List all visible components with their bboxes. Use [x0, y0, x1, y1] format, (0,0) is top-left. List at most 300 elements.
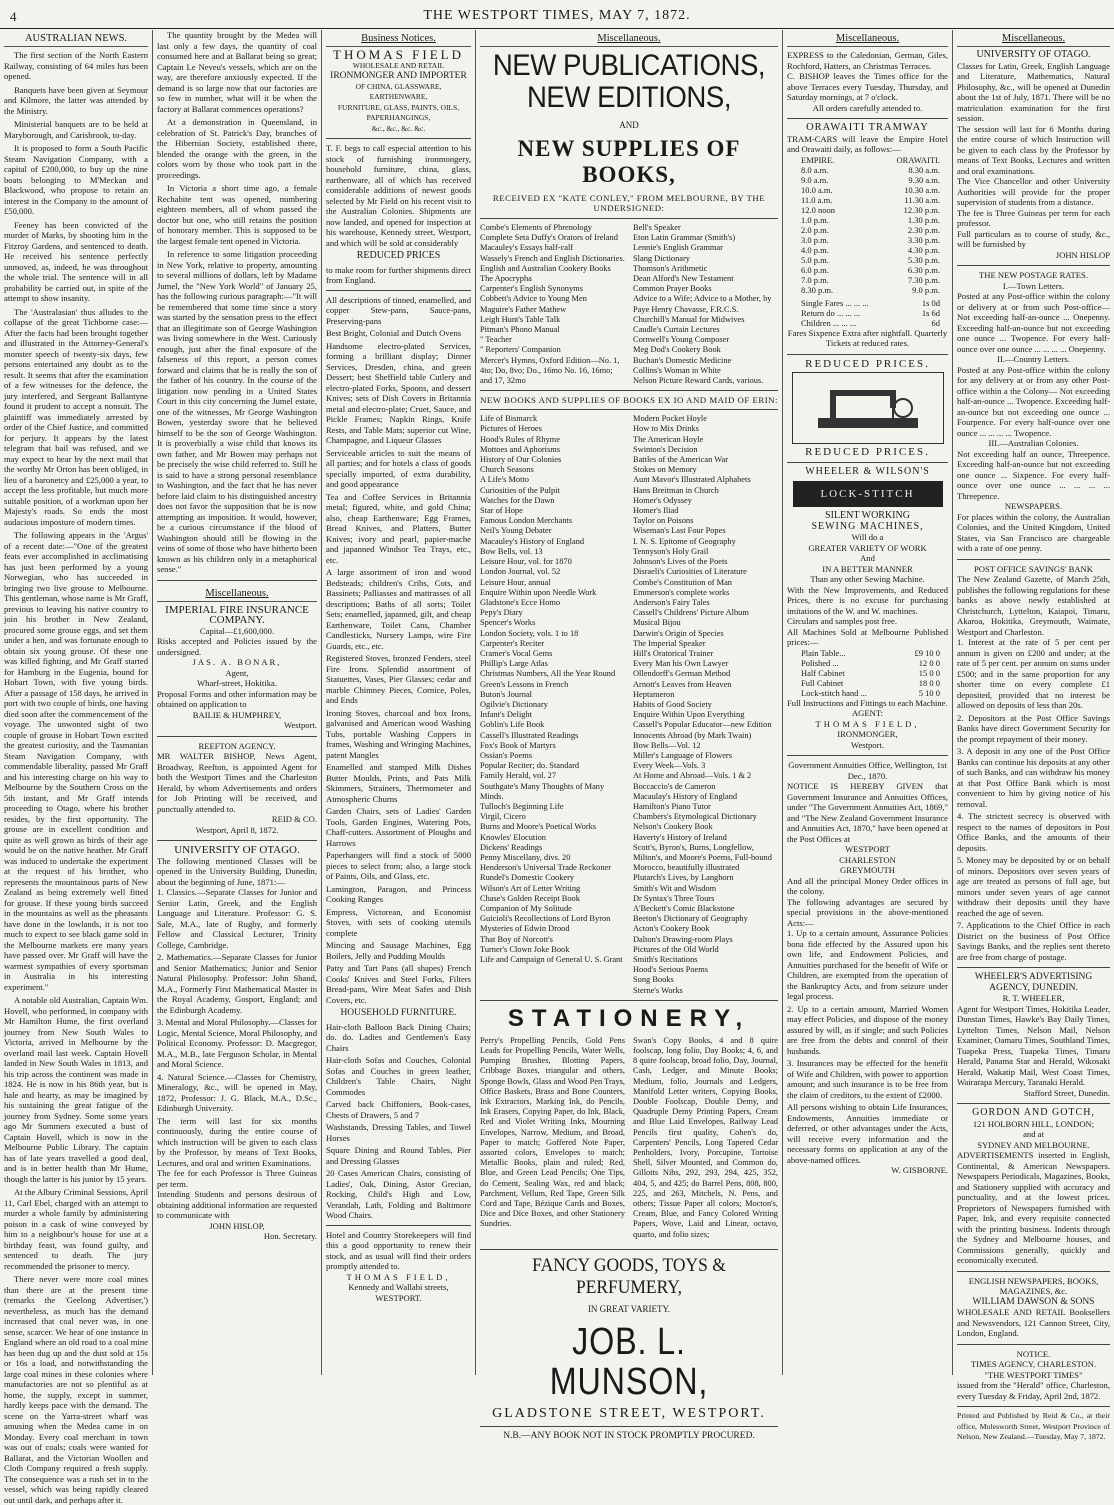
tram-row — [787, 245, 948, 255]
ad-title: UNIVERSITY OF OTAGO. — [976, 49, 1091, 60]
book-item: Nelson Picture Reward Cards, various. — [633, 376, 764, 386]
book-item: Companion of My Solitude — [480, 904, 572, 913]
ad-text: The fee is Three Guineas per term for each professor. — [957, 207, 1110, 228]
stationery-right: Swan's Copy Books, 4 and 8 quire foolscap, long folio, Day Books; 4, 6, and 8 quire foolscap, broad folio, Day, Journal, Cash, Ledger, and Minute Books; Medium, folio, Journals and Ledgers, Manifold Letter writers, Copying Books, Double Foolscap, Double Demy, and Quadruple Demy Printing Papers, Cream and Blue Laid Envelopes, Railway Lead Pencils first quality, Cohen's do, Carpenters' Pencils, Long Tapered Cedar Penholders, Ivory, Porcupine, Tortoise Shell, Silver Mounted, and Common do, Gillotts Nibs, 292, 293, 294, 425, 352, 404, 5, and 425; do Barrel Pens, 808, 800, 225, and 263, Mitchels, N. Pens, and others; Tissue Paper all colors; Mocton's, Cream, Blue, and Fancy Colored Writing Papers, Wove, Laid and Linear, octavo, quarto, and folio sizes; — [633, 1035, 778, 1239]
tram-row-cell: 9.30 a.m. — [908, 174, 940, 185]
ad-title: IMPERIAL FIRE INSURANCE COMPANY. — [165, 603, 309, 626]
tram-row-cell: 1.30 p.m. — [907, 214, 940, 225]
rate-text: For places within the colony, the Australian Colonies, and the United Kingdom, United States, via San Francisco are chargeable with a rate of one penny. — [957, 511, 1110, 553]
goods-item: Handsome electro-plated Services, forming a brilliant display; Dinner Services, Dresden, china, and green Dessert; best Sheffield table Cutlery and electro-plated Forks, Spoons, and dessert Knives; sets of Dish Covers in Britannia metal and electro-plate; Cruet, Sauce, and Pickle Frames; Napkin Rings, Knife Rests, and Table Mats; superior cut Wine, Champagne, and Liqueur Glasses — [326, 340, 471, 445]
book-item: I. N. S. Epitome of Geography — [633, 536, 736, 546]
tram-row-cell: 9.0 a.m. — [801, 174, 829, 185]
ad-firm: WILLIAM DAWSON & SONS — [972, 1296, 1095, 1307]
book-item: " Teacher — [480, 335, 512, 345]
book-item: A Life's Motto — [480, 475, 529, 485]
ad-signature: THOMAS FIELD, — [346, 1271, 451, 1282]
goods-item: Tea and Coffee Services in Britannia metal; figured, white, and gold China; also, cheap Earthenware; Egg Frames, Bread Knives, and Platters, Butter Knives; ivory and pearl, papier-mache and japanned Windsor Tea Trays, etc., etc. — [326, 491, 471, 565]
book-list-left — [480, 223, 625, 386]
article-body — [4, 50, 148, 1505]
book-item: Disraeli's Curiosities of Literature — [633, 567, 747, 577]
ad-text: Classes for Latin, Greek, English Language and Literature, Mathematics, Natural Philosophy, &c., will be opened at Dunedin about the 1st of July, 1871. There will be no matriculation examination for the first session. — [957, 60, 1110, 123]
class-item: 3. Mental and Moral Philosophy.—Classes for Logic, Mental Science, Moral Philosophy, and Political Economy. Professor: D. Macgregor, M.A., M.B., late Ferguson Scholar, in Mental and Moral Science. — [157, 1017, 317, 1069]
stationery-list — [480, 1036, 778, 1245]
book-item: Cassell's Childrens' Picture Album — [633, 608, 749, 618]
book-item: Spencer's Works — [480, 618, 536, 628]
ad-signature: REID & CO. — [271, 814, 317, 824]
book-item: Habits of Good Society — [633, 699, 712, 709]
rate-text: Posted at any Post-office within the colony or delivery at or from such Post-office—Not exceeding half-an-ounce ... Onepenny. Exceeding half-an-ounce but not exceeding one ounce ... Twopence. For every half-ounce over one ounce ... ... ... ... Onepenny. — [957, 291, 1110, 354]
ad-text: Full particulars as to course of study, &c., will be furnished by — [957, 228, 1110, 249]
ad-agent: JAS. A. BONAR, — [192, 657, 282, 667]
ad-signature: JOHN HISLOP, — [209, 1220, 265, 1231]
goods-item: Serviceable articles to suit the means of all parties; and for hotels a class of goods specially imported, of extra durability, and good appearance — [326, 447, 471, 489]
ad-text: With the New Improvements, and Reduced Prices, there is no excuse for purchasing imitations of the W. and W. machines. — [787, 584, 948, 616]
tram-row — [787, 255, 948, 265]
ad-line: Will do a — [851, 532, 884, 542]
rule-item: 3. A deposit in any one of the Post Office Banks can continue his deposits at any other of such Banks, and can withdraw his money at that Post Office Bank which is most convenient to him by giving notice of his removal. — [957, 746, 1110, 809]
paragraph: In Victoria a short time ago, a female Rechabite tent was opened, numbering eighteen members, all of whom passed the doctor but one, who still retains the position of honorary member. This is supposed to be the largest female tent opened in Victoria. — [157, 183, 317, 246]
book-item: Aunt Mavor's Illustrated Alphabets — [633, 475, 751, 485]
rate-heading: II.—Country Letters. — [997, 354, 1070, 364]
ad-text: Circulars and samples post free. — [787, 616, 898, 626]
masthead — [0, 0, 1114, 29]
paragraph: Ministerial banquets are to be held at Maryborough, and Carisbrook, to-day. — [4, 119, 148, 140]
goods-item: Garden Chairs, sets of Ladies' Garden Tools, Garden Engines, Watering Pots, Chaff-cutters. Assortment of Ploughs and Harrows — [326, 806, 471, 848]
book-item: Miller's Language of Flowers — [633, 750, 732, 760]
book-item: Star of Hope — [480, 506, 523, 516]
book-item: Caudle's Curtain Lectures — [633, 325, 720, 335]
book-item: Anderson's Fairy Tales — [633, 597, 710, 607]
book-list-1 — [480, 223, 778, 386]
tram-row — [787, 275, 948, 285]
book-item: Cassell's Illustrated Readings — [480, 730, 579, 740]
book-item: Hans Breitman in Church — [633, 485, 719, 495]
fire-insurance-ad — [157, 605, 317, 731]
ad-date: Westport, April 8, 1872. — [195, 824, 279, 835]
wheeler-wilson-ad — [787, 359, 948, 751]
book-item: Beeton's Dictionary of Geography — [633, 914, 748, 924]
goods-item: A large assortment of iron and wood Bedsteads; children's Cribs, Cots, and Bassinets; Palliasses and mattrasses of all descriptions; Baths of all sorts; Toilet Sets; enamelled, japanned, gilt, and cheap Earthenware, Toilet Cans, Chamber Candlesticks, Nursery Lamps, wire Fire Guards, etc., etc. — [326, 567, 471, 651]
tram-row-cell: 3.0 p.m. — [801, 234, 829, 245]
book-item: Leisure Hour, annual — [480, 577, 551, 587]
ad-and: AND — [619, 120, 639, 130]
ad-reduced: REDUCED PRICES. — [805, 357, 930, 370]
tram-row-cell: 2.0 p.m. — [801, 224, 829, 235]
tram-row-cell: 8.30 a.m. — [908, 164, 940, 175]
book-item: Song Books — [633, 975, 674, 985]
ad-line: IRONMONGER AND IMPORTER — [330, 71, 467, 81]
book-item: Hood's Serious Poems — [633, 965, 709, 975]
goods-item: Lamington, Paragon, and Princess Cooking Ranges — [326, 883, 471, 904]
ad-title: THE NEW POSTAGE RATES. — [979, 270, 1088, 280]
book-item: Smith's Wit and Wisdom — [633, 883, 717, 893]
tram-row-cell: 7.0 p.m. — [801, 274, 829, 285]
price-row-cell: Polished ... — [801, 657, 839, 668]
furniture-item: Carved back Chiffoniers, Book-cases, Chests of Drawers, 5 and 7 — [326, 1099, 471, 1120]
book-item: Mercer's Hymns, Oxford Edition—No. 1, 4to; Do, 8vo; Do., 16mo No. 16, 16mo; and 17, 32mo — [480, 355, 620, 386]
ad-text: All Machines Sold at Melbourne Published prices:— — [787, 626, 948, 647]
ad-firm: THOMAS FIELD — [333, 47, 464, 62]
ad-town: WESTPORT. — [375, 1292, 422, 1303]
ad-capital: Capital—£1,600,000. — [199, 625, 275, 636]
town-item: WESTPORT — [845, 844, 890, 854]
ad-text: Full Instructions and Fittings to each Machine. — [787, 697, 948, 708]
book-item: Hill's Oratorical Trainer — [633, 648, 714, 658]
book-item: Hood's Rules of Rhyme — [480, 434, 560, 444]
tram-row-cell: 8.30 p.m. — [801, 284, 834, 295]
ad-text: TRAM-CARS will leave the Empire Hotel and Orawaiti daily, as follows:— — [787, 133, 948, 154]
ad-title: UNIVERSITY OF OTAGO. — [174, 844, 300, 856]
tram-row-cell: 1.0 p.m. — [801, 214, 829, 225]
goods-item: Patty and Tart Pans (all shapes) French Cooks' Knives and Steel Forks, Filters Bread-pans, Wire Meat Safes and Dish Covers, etc. — [326, 963, 471, 1005]
book-item: Complete Seta Duffy's Orators of Ireland — [480, 233, 618, 243]
book-item: Neil's Young Debater — [480, 526, 552, 536]
ad-text: C. BISHOP leaves the Times office for the above Terraces every Tuesday, Thursday, and Saturday mornings, at 7 o'clock. — [787, 71, 948, 102]
ad-line: OF CHINA, GLASSWARE, EARTHENWARE, — [355, 81, 442, 101]
paragraph: It is proposed to form a South Pacific Steam Navigation Company, with a capital of £200,000, to buy up the nine boats belonging to M'Meckan and Blackwood, who propose to retain an interest in the Company to the amount of £50,000. — [4, 143, 148, 216]
advantage-item: 3. Insurances may be effected for the benefit of Wife and Children, with power to apportion amount; and such insurance is to be free from the claim of creditors, to the extent of £2000. — [787, 1058, 948, 1100]
tram-row-cell: 6.30 p.m. — [907, 264, 940, 275]
book-item: Pictures of the Old World — [633, 944, 719, 954]
price-row — [787, 678, 948, 688]
university-ad — [957, 50, 1110, 260]
book-item: The Imperial Speaker — [633, 638, 706, 648]
ad-line: &c., &c., &c. &c. — [371, 123, 426, 133]
book-item: That Boy of Norcott's — [480, 934, 553, 944]
ad-agent: R. T. WHEELER, — [1002, 993, 1065, 1003]
book-item: Lennie's English Grammar — [633, 243, 723, 253]
savings-rules — [957, 637, 1110, 962]
town-list — [787, 844, 948, 876]
tram-row-cell: 12.0 noon — [801, 204, 835, 215]
book-item: Turner's Clown Joke Book — [480, 944, 570, 954]
ad-line: IN A BETTER MANNER — [822, 563, 913, 574]
book-item: Stokes on Memory — [633, 465, 697, 475]
paragraph: The 'Australasian' thus alludes to the collapse of the great Tichborne case:—After the facts had been brought together and illustrated in the Attorney-General's monster speech of twenty-six days, few persons entertained any doubt as to the result. It seems that after the examination of a few witnesses for the defence, the jury interfered, and Sergeant Ballantyne found it prudent to accept a nonsuit. The plaintiff was immediately arrested by order of the Chief Justice, and committed for perjury. It appears by the latest telegram that bail was refused, and we may expect to hear by the next mail that the worthy Mr Orton has been obliged, in lieu of a baronetcy and £25,000 a year, to accept the less profitable, but much more suitable position, of a workman upon her Majesty's roads. So ends the most audacious imposture of modern times. — [4, 306, 148, 527]
book-item: Gladstone's Ecce Homo — [480, 597, 561, 607]
book-item: Modern Pocket Hoyle — [633, 414, 707, 424]
ad-title: WHEELER'S ADVERTISING AGENCY, DUNEDIN. — [974, 972, 1093, 993]
book-item: Advice to a Wife; Advice to a Mother, by Paye Henry Chavasse, F.R.C.S. — [633, 294, 772, 314]
rate-text: Posted at any Post-office within the colony for any delivery at or from any other Post-office within a the Colony— Not exceeding half-an-ounce ... Twopence. Exceeding half-an-ounce but not exceeding one ounce ... Fourpence. For every half-ounce over one ounce ... ... ... ... Twopence. — [957, 364, 1110, 438]
article-body — [157, 30, 317, 575]
paragraph: Banquets have been given at Seymour and Kilmore, the latter was attended by the Ministry. — [4, 84, 148, 116]
price-row — [787, 648, 948, 658]
rule-item: 7. Applications to the Chief Office in each District on the business of Post Office Savings Banks, and the replies sent thereto are free from charge of postage. — [957, 920, 1110, 962]
book-item: Rundel's Domestic Cookery — [480, 873, 575, 883]
ad-line: IRONMONGER, — [837, 729, 898, 739]
fare-row-cell: Children ... ... ... — [801, 317, 857, 328]
ad-text: issued from the "Herald" office, Charleston, every Tuesday & Friday, April 2nd, 1872. — [957, 1380, 1110, 1401]
ad-title: ENGLISH NEWSPAPERS, BOOKS, MAGAZINES, &c. — [968, 1275, 1099, 1296]
book-item: Bow Bells, vol. 13 — [480, 546, 543, 556]
book-item: Wiseman's Last Four Popes — [633, 526, 726, 536]
book-item: Nelson's Cookery Book — [633, 822, 713, 832]
ad-town: Westport. — [284, 720, 317, 730]
goods-item: Mincing and Sausage Machines, Egg Boilers, Jelly and Pudding Moulds — [326, 940, 471, 961]
book-item: Leigh Hunt's Table Talk — [480, 314, 561, 324]
annuities-notice — [787, 760, 948, 1176]
book-item: Combe's Elements of Phrenology — [480, 223, 592, 232]
fare-row — [787, 298, 948, 308]
rate-heading: III.—Australian Colonies. — [988, 438, 1079, 448]
thomas-field-ad — [326, 47, 471, 1303]
book-item: Acton's Cookery Book — [633, 924, 710, 934]
book-item: Bow Bells—Vol. 12 — [633, 740, 701, 750]
fancy-goods-sub: IN GREAT VARIETY. — [587, 1303, 671, 1314]
price-row-cell: Plain Table... — [801, 647, 846, 658]
book-item: Smith's Recitations — [633, 955, 698, 965]
printers-imprint: Printed and Published by Reid & Co., at their office, Molesworth Street, Westport Province of Nelson, New Zealand.—Tuesday, May 7, 1872. — [957, 1411, 1110, 1441]
ad-line: FURNITURE, GLASS, PAINTS, OILS, PAPERHANGINGS, — [337, 102, 460, 122]
book-item: Virgil, Cicero — [480, 812, 526, 822]
book-item: Dean Alford's New Testament — [633, 274, 734, 284]
book-item: Johnson's Lives of the Poets — [633, 557, 728, 567]
ad-line: SYDNEY AND MELBOURNE. — [977, 1139, 1090, 1150]
tram-row — [787, 265, 948, 275]
rule-item: 2. Depositors at the Post Office Savings Banks have direct Government Security for the prompt repayment of their money. — [957, 712, 1110, 744]
tram-row-cell: 5.30 p.m. — [907, 254, 940, 265]
tram-row-cell: 5.0 p.m. — [801, 254, 829, 265]
book-item: Buchan's Domestic Medicine — [633, 355, 732, 365]
book-item: Burns and Moore's Poetical Works — [480, 822, 597, 832]
goods-item: Ironing Stoves, charcoal and box Irons, galvanised and American wood Washing Tubs, portable Washing Coppers in frames, Washing and Wringing Machines, patent Mangles — [326, 707, 471, 760]
book-item: English and Australian Cookery Books — [480, 263, 611, 273]
section-heading: Miscellaneous. — [480, 30, 778, 47]
tram-row — [787, 285, 948, 295]
ad-reduced: REDUCED PRICES. — [805, 446, 930, 458]
book-item: Christmas Numbers, All the Year Round — [480, 669, 616, 679]
book-item: Famous London Merchants — [480, 516, 573, 526]
tram-row-cell: 6.0 p.m. — [801, 264, 829, 275]
goods-item: Empress, Victorean, and Economist Stoves, with sets of cooking utensils complete — [326, 906, 471, 938]
ad-line: and at — [1023, 1129, 1044, 1139]
munson-name: JOB. L. MUNSON, — [549, 1320, 709, 1403]
book-item: Wilson's Art of Letter Writing — [480, 883, 581, 893]
savings-bank — [957, 564, 1110, 963]
book-item: Fox's Book of Martyrs — [480, 740, 556, 750]
ad-reduced: REDUCED PRICES — [356, 250, 441, 261]
book-item: Cassell's Popular Educator—new Edition — [633, 720, 772, 730]
ad-text: The fee for each Professor is Three Guineas per term. — [157, 1168, 317, 1189]
fare-row-cell: Single Fares ... ... ... — [801, 297, 869, 308]
book-item: Haverty's History of Ireland — [633, 832, 727, 842]
price-row — [787, 688, 948, 698]
rule-item: 5. Money may be deposited by or on behalf of minors. Depositors over seven years of age are treated as persons of full age, but minors under seven years of age cannot withdraw their deposits until they have reached the age of seven. — [957, 855, 1110, 918]
book-item: History of Our Colonies — [480, 455, 562, 465]
notice-text: NOTICE IS HEREBY GIVEN that Government Insurance and Annuities Offices, under "The Government Annuities Act, 1869," and "The New Zealand Government Insurance and Annuities Act, 1870," have been opened at the Post Offices at — [787, 781, 948, 844]
column-books-ad — [476, 30, 783, 1441]
tram-header: EMPIRE. — [801, 154, 835, 165]
fancy-goods-heading: FANCY GOODS, TOYS & PERFUMERY, — [532, 1254, 726, 1298]
ad-signature: JOHN HISLOP — [1055, 249, 1110, 260]
ad-signature: THOMAS FIELD, — [815, 718, 920, 729]
tram-row-cell: 11.30 a.m. — [904, 194, 940, 205]
book-item: Church Seasons — [480, 465, 534, 475]
goods-item: Enamelled and stamped Milk Dishes Butter Moulds, Prints, and Pats Milk Skimmers, Strainers, Thermometer and Atmospheric Churns — [326, 762, 471, 804]
newspaper-title: THE WESTPORT TIMES, MAY 7, 1872. — [423, 8, 691, 23]
book-item: Battles of the American War — [633, 455, 728, 465]
notice-text: All persons wishing to obtain Life Insurances, Endowments, Annuities immediate or deferred, or other advantages under the Acts, will receive every information and the necessary forms on application at any of the above-named offices. — [787, 1102, 948, 1165]
university-otago-ad — [157, 845, 317, 1242]
ad-text: Agent for Westport Times, Hokitika Leader, Dunstan Times, Hawke's Bay Daily Times, Lyttelton Times, Nelson Mail, Nelson Examiner, Oamaru Times, Southland Times, Tuapeka Press, Tuapeka Times, Timaru Herald, Panama Star and Herald, Wikosaki Herald, Wakatip Mail, West Coast Times, Wairarapa Mercury, Taranaki Herald. — [957, 1003, 1110, 1087]
book-item: A'Beckett's Comic Blackstone — [633, 904, 735, 913]
furniture-item: Hair-cloth Balloon Back Dining Chairs; do. do. Ladies and Gentlemen's Easy Chairs — [326, 1021, 471, 1053]
section-heading: AUSTRALIAN NEWS. — [4, 30, 148, 47]
book-item: Dickens' Readings — [480, 842, 543, 852]
tram-row-cell: 8.0 a.m. — [801, 164, 829, 175]
section-heading: Miscellaneous. — [957, 30, 1110, 47]
notice-signature: W. GISBORNE. — [891, 1165, 948, 1175]
book-item: Every Week—Vols. 3 — [633, 761, 706, 771]
book-list-right — [633, 414, 778, 996]
ad-text: T. F. begs to call especial attention to his stock of furnishing ironmongery, household furniture, china, glass, earthenware, all of which has received considerable additions of newest goods selected by Mr Field on his recent visit to the Australian Colonies. Shipments are now landed, and opened for inspection at his warehouse, Kennedy street, Westport, and which will be sold at considerably — [326, 143, 471, 248]
goods-item: All descriptions of tinned, enamelled, and copper Stew-pans, Sauce-pans, Preserving-pans — [326, 294, 471, 326]
rule-item: 1. Interest at the rate of 5 per cent per annum is given on £200 and under; at the rate of 5 per cent. per annum on sums under £500; and in the same proportion for any shorter time on every complete £1 deposited, provided that no interest be allowed on deposits of less than 20s. — [957, 637, 1110, 710]
advantages-list — [787, 928, 948, 1100]
ad-text: WHOLESALE AND RETAIL Booksellers and Newsvendors, 121 Cannon Street, City, London, England. — [957, 1307, 1110, 1338]
book-item: Enquire Within Upon Everything — [633, 710, 745, 720]
book-item: Innocents Abroad (by Mark Twain) — [633, 730, 752, 740]
book-item: Cramer's Vocal Gems — [480, 648, 553, 658]
ad-signature-role: Hon. Secretary. — [263, 1231, 317, 1241]
ad-title: TIMES AGENCY, CHARLESTON. — [970, 1359, 1097, 1369]
tram-row — [787, 235, 948, 245]
book-item: How to Mix Drinks — [633, 424, 699, 434]
tram-row-cell: 4.0 p.m. — [801, 244, 829, 255]
book-item: Darwin's Origin of Species — [633, 628, 724, 638]
tram-row-cell: 12.30 p.m. — [903, 204, 940, 215]
tram-row — [787, 225, 948, 235]
book-item: Southgate's Many Thoughts of Many Minds. — [480, 781, 605, 801]
book-item: Arnott's Leaves from Heaven — [633, 679, 732, 689]
express-ad — [787, 50, 948, 113]
book-item: Cornwell's Young Composer — [633, 335, 730, 345]
book-item: Collins's Woman in White — [633, 365, 721, 375]
times-agency-ad — [957, 1349, 1110, 1402]
ad-text: Fares Sixpence Extra after nightfall. Quarterly Tickets at reduced rates. — [787, 327, 948, 348]
stationery-heading: STATIONERY, — [507, 1004, 751, 1032]
book-item: Every Man his Own Lawyer — [633, 659, 729, 669]
book-item: Infant's Delight — [480, 710, 532, 720]
tram-row-cell: 7.30 p.m. — [907, 274, 940, 285]
book-item: Thomson's Arithmetic — [633, 263, 708, 273]
book-item: Phillip's Large Atlas — [480, 659, 548, 669]
book-item: Taylor on Poisons — [633, 516, 694, 526]
book-list-right — [633, 223, 778, 386]
rate-text: Not exceeding half an ounce, Threepence. Exceeding half-an-ounce but not exceeding one ounce ... Sixpence. For every half-ounce over one ounce ... ... ... ... Threepence. — [957, 448, 1110, 501]
book-item: Family Herald, vol. 27 — [480, 771, 557, 781]
price-row-cell: Lock-stitch hand ... — [801, 687, 867, 698]
paragraph: In reference to some litigation proceeding in New York, relative to property, amounting to several millions of dollars, left by Madame Jumel, the "New York World" of January 25, has the following curious paragraph:—"It will be remembered that some time since a story was started by the sensation press to the effect that an illegitimate son of George Washington was living somewhere in the West. Curiously enough, just after the final exposure of the falseness of this report, a person comes forward and claims that he is really the son of the father of his country. In the course of the litigation now pending in a United States Court in this city concerning the Jumel estate, one of the witnesses, Mr George Washington Bowen, yesterday swore that he believed himself to be the son of George Washington. It is proverbially a wise child that knows its own father, and Mr Bowen may perhaps not be precisely the wise child referred to. Still he is said to have a strong personal resemblance to Washington, and the fact that he has never before laid claim to his distinguished ancestry does not favor the supposition that he is now attempting an imposition. It would, however, be a curious circumstance if the blood of Washington should still be flowing in the veins of some of those who have hitherto been known as his children only in a metaphorical sense." — [157, 249, 317, 574]
book-list-2 — [480, 414, 778, 996]
tram-row-cell: 9.0 p.m. — [912, 284, 940, 295]
fare-row — [787, 318, 948, 328]
rate-heading: I.—Town Letters. — [1002, 280, 1065, 291]
ad-agent-role: Agent, — [225, 667, 249, 678]
notice-text: And all the principal Money Order offices in the colony. — [787, 875, 948, 896]
book-item: Guicioli's Recollections of Lord Byron — [480, 914, 611, 924]
book-item: Meg Dod's Cookery Book — [633, 345, 721, 355]
ad-town: Westport. — [851, 739, 884, 750]
rate-heading: NEWSPAPERS. — [1004, 501, 1063, 511]
tram-row-cell: 10.30 a.m. — [904, 184, 940, 195]
ad-line: Than any other Sewing Machine. — [810, 574, 925, 584]
ad-title: REEFTON AGENCY. — [198, 740, 276, 751]
ad-title: ORAWAITI TRAMWAY — [806, 122, 929, 133]
tram-row-cell: 2.30 p.m. — [907, 224, 940, 235]
furniture-item: Hair-cloth Sofas and Couches, Colonial Sofas and Couches in green leather, Children's Table Chairs, Night Commodes — [326, 1055, 471, 1097]
paragraph: A notable old Australian, Captain Wm. Hovell, who performed, in company with Mr Hamilton Hume, the first overland journey from New South Wales to Victoria, arrived in Melbourne by the overland mail last week. Captain Hovell landed in New South Wales in 1813, and his trip across the continent was made in 1824. He is now in his 86th year, but is hale and hearty, as may be imagined by his sustaining the great fatigue of the journey from Sydney. Some some years ago Mr Summers executed a bust of Captain Hovell, which is now in the Melbourne Public Library. The captain has of late years travelled a good deal, and is in better health than Mr Hume, though the latter is his junior by 15 years. — [4, 995, 148, 1184]
ad-brand: WHEELER & WILSON'S — [805, 465, 930, 477]
tram-row — [787, 205, 948, 215]
book-item: Macaulay's History of England — [633, 791, 738, 801]
book-item: Pictures of Heroes — [480, 424, 542, 434]
ad-address: Kennedy and Wallabi streets, — [348, 1282, 449, 1292]
book-item: Goblin's Life Book — [480, 720, 545, 730]
book-item: Pepy's Diary — [480, 608, 523, 618]
book-item: Homer's Iliad — [633, 506, 679, 516]
book-item: Boccaccio's de Cameron — [633, 781, 716, 791]
wheeler-agency-ad — [957, 972, 1110, 1098]
ad-text: MR WALTER BISHOP, News Agent, Broadway, Reefton, is appointed Agent for both the Westport Times and the Charleston Herald, by whom Advertisements and orders for Job Printing will be received, and punctually attended to. — [157, 751, 317, 814]
ad-agent-address: Wharf-street, Hokitika. — [197, 678, 277, 688]
fare-row-cell: 6d — [931, 317, 940, 328]
notice-header: Government Annuities Office, Wellington, 1st Dec., 1870. — [788, 760, 947, 781]
postage-rates — [957, 270, 1110, 554]
advantage-item: 2. Up to a certain amount, Married Women may effect Policies, and dispose of the money assured by will, as if single; and such Policies are free from the debts and control of their husbands. — [787, 1003, 948, 1056]
book-item: Ossian's Poems — [480, 750, 532, 760]
furniture-item: Square Dining and Round Tables, Pier and Dressing Glasses — [326, 1145, 471, 1166]
book-item: Watches for the Dawn — [480, 495, 555, 505]
book-item: Churchill's Manual for Midwives — [633, 314, 745, 324]
section-heading: Business Notices. — [326, 30, 471, 47]
fare-row-cell: Return do ... ... ... — [801, 307, 861, 318]
book-list-left — [480, 414, 625, 996]
book-item: Life and Campaign of General U. S. Grant — [480, 955, 623, 965]
tram-row-cell: 11.0 a.m. — [801, 194, 833, 205]
tram-timetable — [787, 155, 948, 295]
book-item: At Home and Abroad—Vols. 1 & 2 — [633, 771, 752, 781]
ad-line: And — [860, 553, 875, 563]
section-heading: Miscellaneous. — [787, 30, 948, 47]
book-item: Emmerson's complete works — [633, 587, 730, 597]
book-item: Musical Bijou — [633, 618, 681, 628]
ad-text: The term will last for six months continuously, during the entire course of which instruction will be given to each class by the Professor, by means of Text Books, Lectures, and oral and written Examinations. — [157, 1115, 317, 1168]
ad-firm: BAILIE & HUMPHREY, — [192, 709, 282, 720]
paragraph: The following appears in the 'Argus' of a recent date:—"One of the greatest feats ever accomplished in acclimatising has just been performed by a young Norwegian, who has succeeded in bringing two live grouse to Melbourne. This gentleman, whose name is Mr Graff, previous to leaving his native country to join his brother in New Zealand, procured some grouse eggs, and set them under a hen, and was fortunate enough to obtain six young grouse. Of these one was killed fighting, and Mr Graff started for Hamburg in the Eugenia, bound for Hobart Town, with five young birds. After a passage of 158 days, he arrived in port with two couple of birds, one having died soon after the commencement of the voyage. The unwonted sight of two couple of grouse in Hobart Town excited the greatest curiosity, and the Tasmanian Steam Navigation Company, with commendable liberality, passed Mr Graff and his interesting charge on his way to Melbourne by the Southern Cross on the 5th instant, and Mr Graff intends proceeding to Otago, where his brother resides, by the first opportunity. The grouse are in excellent condition and quite as well grown as birds of their age would be on the native heather. Mr Graff was induced to undertake the experiment at the request of his brother, who represents the mountainous parts of New Zealand as being extremely well fitted for grouse. If these young birds succeed in the mountains as well as the pheasants have done in the lowlands, it is not too much to expect to see black game sold in the Melbourne markets ere many years have passed over. Mr Graff will have the warmest sympathies of every sportsman in Australia in his interesting experiment." — [4, 530, 148, 992]
book-item: " Reporters' Companion — [480, 345, 561, 355]
ad-line: SILENT WORKING — [825, 510, 910, 521]
sewing-machine-icon — [808, 378, 928, 438]
furniture-list — [326, 1022, 471, 1221]
book-item: Popular Reciter; do. Standard — [480, 761, 580, 771]
ad-text: to make room for further shipments direct from England. — [326, 264, 471, 285]
book-item: Ogilvie's Dictionary — [480, 699, 548, 709]
column-business-notices — [322, 30, 476, 1375]
tram-row — [787, 165, 948, 175]
book-item: Buton's Journal — [480, 689, 532, 699]
fare-row-cell: 1s 0d — [921, 297, 940, 308]
goods-item: Paperhangers will find a stock of 5000 pieces to select from; also, a large stock of Paints, Oils, and Glass, etc. — [326, 850, 471, 881]
price-row — [787, 668, 948, 678]
ad-title: POST OFFICE SAVINGS' BANK — [974, 563, 1093, 574]
ad-text: Intending Students and persons desirous of obtaining additional information are requested to communicate with — [157, 1189, 317, 1220]
book-item: Carpenter's English Synonyms — [480, 284, 583, 294]
paragraph: At a demonstration in Queensland, in celebration of St. Patrick's Day, branches of the Hibernian Society, established there, blended the orange with the green, in the colors worn by those who took part in the proceedings. — [157, 117, 317, 180]
column-australian-news — [0, 30, 153, 1505]
book-item: Slang Dictionary — [633, 253, 690, 263]
